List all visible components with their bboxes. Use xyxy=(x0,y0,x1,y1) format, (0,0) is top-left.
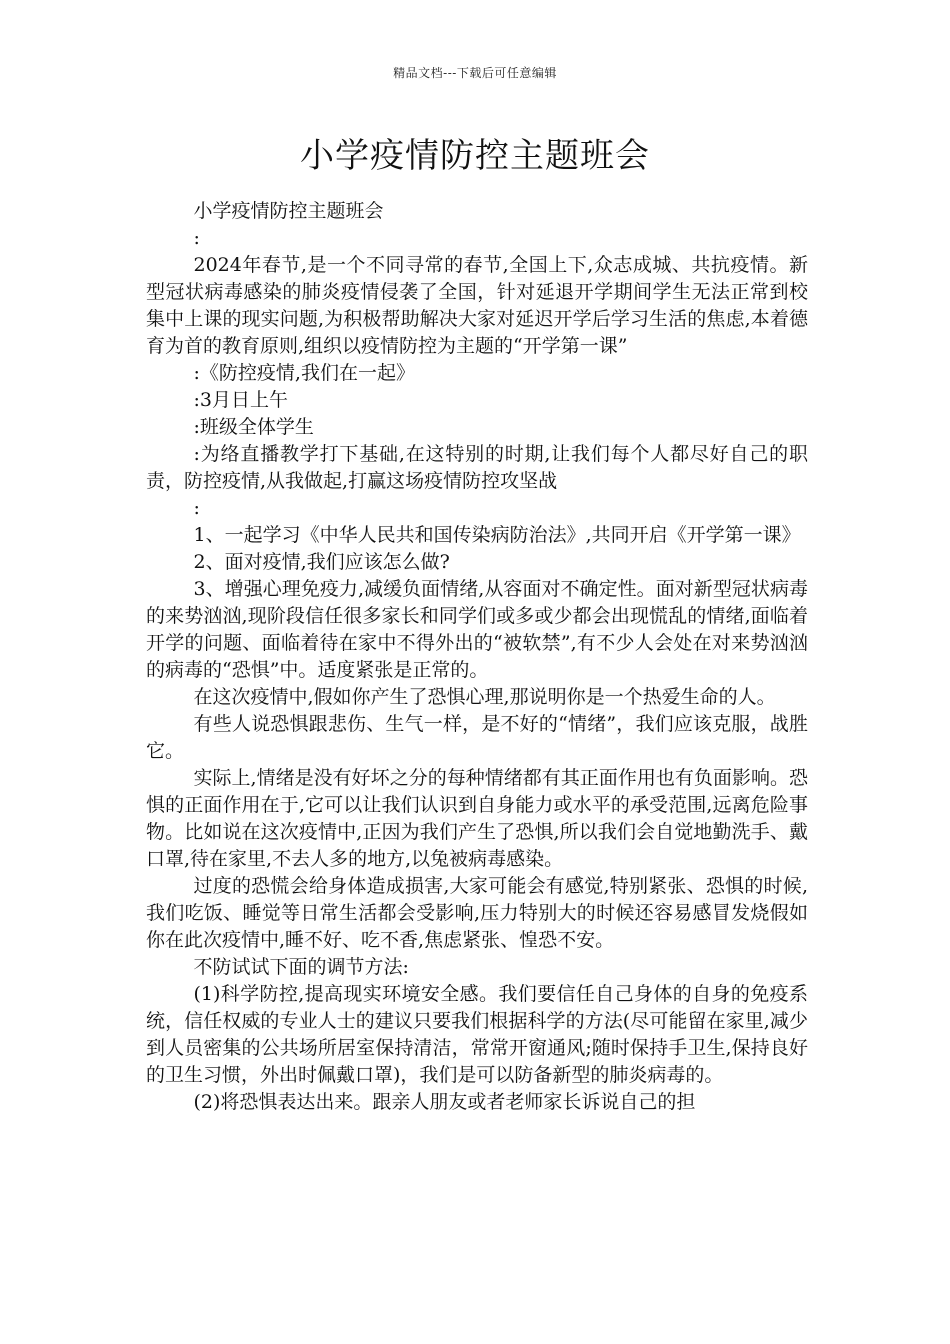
paragraph-topic: :《防控疫情,我们在一起》 xyxy=(193,362,415,384)
paragraph-goal: :为络直播教学打下基础,在这特别的时期,让我们每个人都尽好自己的职责，防控疫情,从我做起,打赢这场疫情防控攻坚战 xyxy=(146,443,808,492)
paragraph-fear-harm: 过度的恐慌会给身体造成损害,大家可能会有感觉,特别紧张、恐惧的时候,我们吃饭、睡觉等日常生活都会受影响,压力特别大的时候还容易感冒发烧假如你在此次疫情中,睡不好、吃不香,焦虑紧张、惶恐不安。 xyxy=(146,875,808,951)
paragraph-method-2: (2)将恐惧表达出来。跟亲人朋友或者老师家长诉说自己的担 xyxy=(193,1091,696,1113)
paragraph-colon-2: : xyxy=(193,497,200,519)
paragraph-fear-love: 在这次疫情中,假如你产生了恐惧心理,那说明你是一个热爱生命的人。 xyxy=(193,686,776,708)
paragraph-background: 2024年春节,是一个不同寻常的春节,全国上下,众志成城、共抗疫情。新型冠状病毒感染的肺炎疫情侵袭了全国，针对延退开学期间学生无法正常到校集中上课的现实问题,为积极帮助解决大家对延迟开学后学习生活的焦虑,本着德育为首的教育原则,组织以疫情防控为主题的“开学第一课” xyxy=(146,254,808,357)
document-title: 小学疫情防控主题班会 xyxy=(300,136,650,176)
paragraph-item-1: 1、一起学习《中华人民共和国传染病防治法》,共同开启《开学第一课》 xyxy=(193,524,801,546)
paragraph-item-3: 3、增强心理免疫力,减缓负面情绪,从容面对不确定性。面对新型冠状病毒的来势汹汹,现阶段信任很多家长和同学们或多或少都会出现慌乱的情绪,面临着开学的问题、面临着待在家中不得外出的“被软禁”,有不少人会处在对来势汹汹的病毒的“恐惧”中。适度紧张是正常的。 xyxy=(146,578,808,681)
page-header-note: 精品文档---下载后可任意编辑 xyxy=(393,66,557,80)
paragraph-item-2: 2、面对疫情,我们应该怎么做? xyxy=(193,551,450,573)
paragraph-audience: :班级全体学生 xyxy=(193,416,314,438)
document-body xyxy=(146,198,808,1116)
paragraph-subtitle: 小学疫情防控主题班会 xyxy=(193,200,384,222)
paragraph-time: :3月日上午 xyxy=(193,389,288,411)
paragraph-method-1: (1)科学防控,提高现实环境安全感。我们要信任自己身体的自身的免疫系统，信任权威的专业人士的建议只要我们根据科学的方法(尽可能留在家里,减少到人员密集的公共场所居室保持清洁，常常开窗通风;随时保持手卫生,保持良好的卫生习惯，外出时佩戴口罩)，我们是可以防备新型的肺炎病毒的。 xyxy=(146,983,808,1086)
paragraph-fear-positive: 实际上,情绪是没有好坏之分的每种情绪都有其正面作用也有负面影响。恐惧的正面作用在于,它可以让我们认识到自身能力或水平的承受范围,远离危险事物。比如说在这次疫情中,正因为我们产生了恐惧,所以我们会自觉地勤洗手、戴口罩,待在家里,不去人多的地方,以兔被病毒感染。 xyxy=(146,767,808,870)
paragraph-fear-emotion: 有些人说恐惧跟悲伤、生气一样，是不好的“情绪”，我们应该克服，战胜它。 xyxy=(146,713,808,762)
paragraph-methods-intro: 不防试试下面的调节方法: xyxy=(193,956,409,978)
paragraph-colon: : xyxy=(193,227,200,249)
